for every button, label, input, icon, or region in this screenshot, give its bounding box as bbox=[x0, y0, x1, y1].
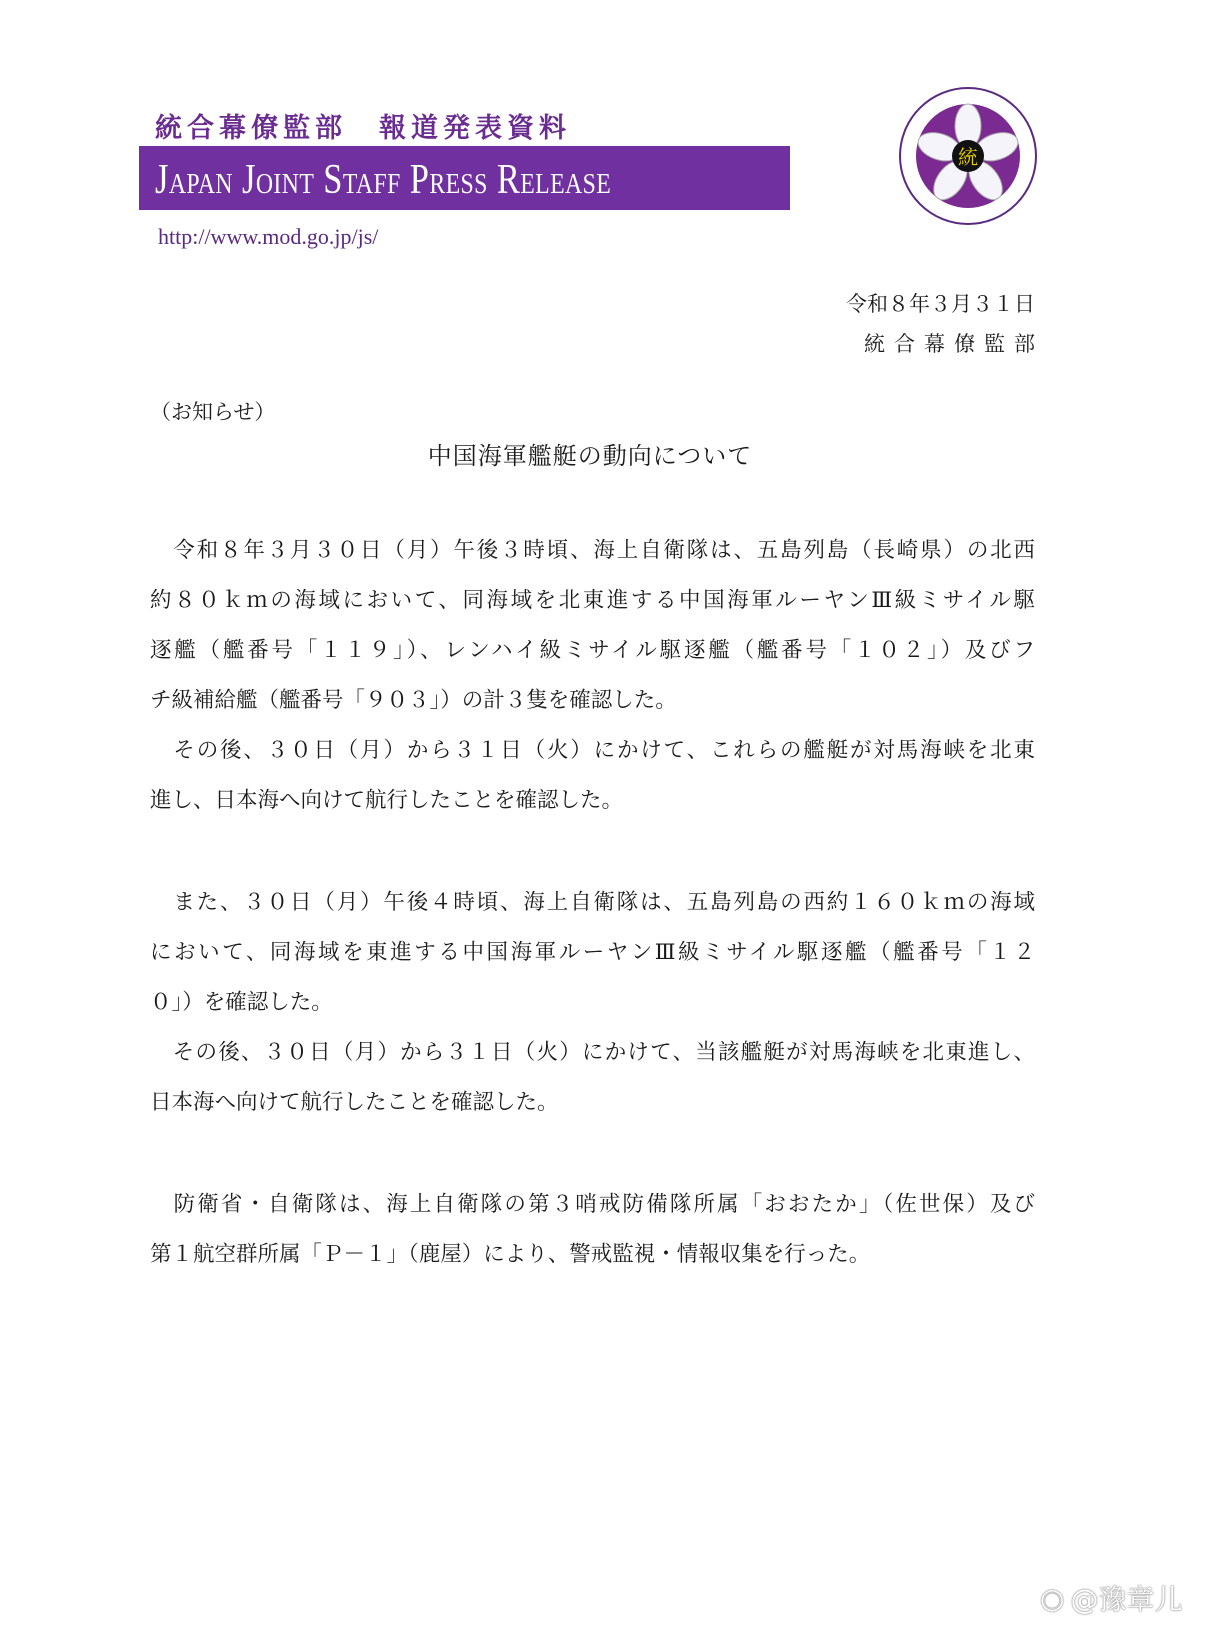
weibo-icon: ◉ bbox=[1040, 1581, 1065, 1615]
paragraph bbox=[150, 1184, 1035, 1284]
jp-header-title: 統合幕僚監部 報道発表資料 bbox=[155, 113, 571, 144]
document-body bbox=[150, 530, 1035, 1284]
website-url[interactable]: http://www.mod.go.jp/js/ bbox=[158, 224, 379, 249]
paragraph bbox=[150, 530, 1035, 830]
watermark-text: @豫章儿 bbox=[1070, 1583, 1183, 1616]
text-line: 進し、日本海へ向けて航行したことを確認した。 bbox=[150, 788, 624, 813]
notice-label: （お知らせ） bbox=[150, 400, 276, 424]
seal-center-glyph: 統 bbox=[958, 145, 978, 169]
press-release-banner bbox=[139, 146, 790, 210]
en-header-title: Japan Joint Staff Press Release bbox=[155, 157, 612, 203]
text-line: において、同海域を東進する中国海軍ルーヤンⅢ級ミサイル駆逐艦（艦番号「１２ bbox=[150, 940, 1035, 965]
text-line: また、３０日（月）午後４時頃、海上自衛隊は、五島列島の西約１６０ｋｍの海域 bbox=[150, 890, 1035, 915]
date-block bbox=[846, 284, 1044, 364]
text-line: その後、３０日（月）から３１日（火）にかけて、当該艦艇が対馬海峡を北東進し、 bbox=[150, 1040, 1035, 1065]
text-line: 逐艦（艦番号「１１９」）、レンハイ級ミサイル駆逐艦（艦番号「１０２」）及びフ bbox=[150, 638, 1035, 663]
text-line: ０」）を確認した。 bbox=[150, 990, 333, 1015]
weibo-watermark bbox=[1040, 1578, 1182, 1618]
text-line: 日本海へ向けて航行したことを確認した。 bbox=[150, 1090, 559, 1115]
text-line: 約８０ｋｍの海域において、同海域を北東進する中国海軍ルーヤンⅢ級ミサイル駆 bbox=[150, 588, 1035, 613]
paragraph-gap bbox=[150, 830, 1035, 882]
joint-staff-seal-logo bbox=[898, 86, 1038, 226]
document-title: 中国海軍艦艇の動向について bbox=[427, 442, 753, 470]
paragraph bbox=[150, 882, 1035, 1132]
text-line: チ級補給艦（艦番号「９０３」）の計３隻を確認した。 bbox=[150, 688, 677, 713]
paragraph-gap bbox=[150, 1132, 1035, 1184]
issuer: 統合幕僚監部 bbox=[864, 332, 1044, 356]
text-line: 第１航空群所属「Ｐ－１」（鹿屋）により、警戒監視・情報収集を行った。 bbox=[150, 1242, 871, 1267]
text-line: その後、３０日（月）から３１日（火）にかけて、これらの艦艇が対馬海峡を北東 bbox=[150, 738, 1035, 763]
release-date: 令和８年３月３１日 bbox=[846, 292, 1035, 316]
text-line: 防衛省・自衛隊は、海上自衛隊の第３哨戒防備隊所属「おおたか」（佐世保）及び bbox=[150, 1192, 1035, 1217]
text-line: 令和８年３月３０日（月）午後３時頃、海上自衛隊は、五島列島（長崎県）の北西 bbox=[150, 538, 1035, 563]
